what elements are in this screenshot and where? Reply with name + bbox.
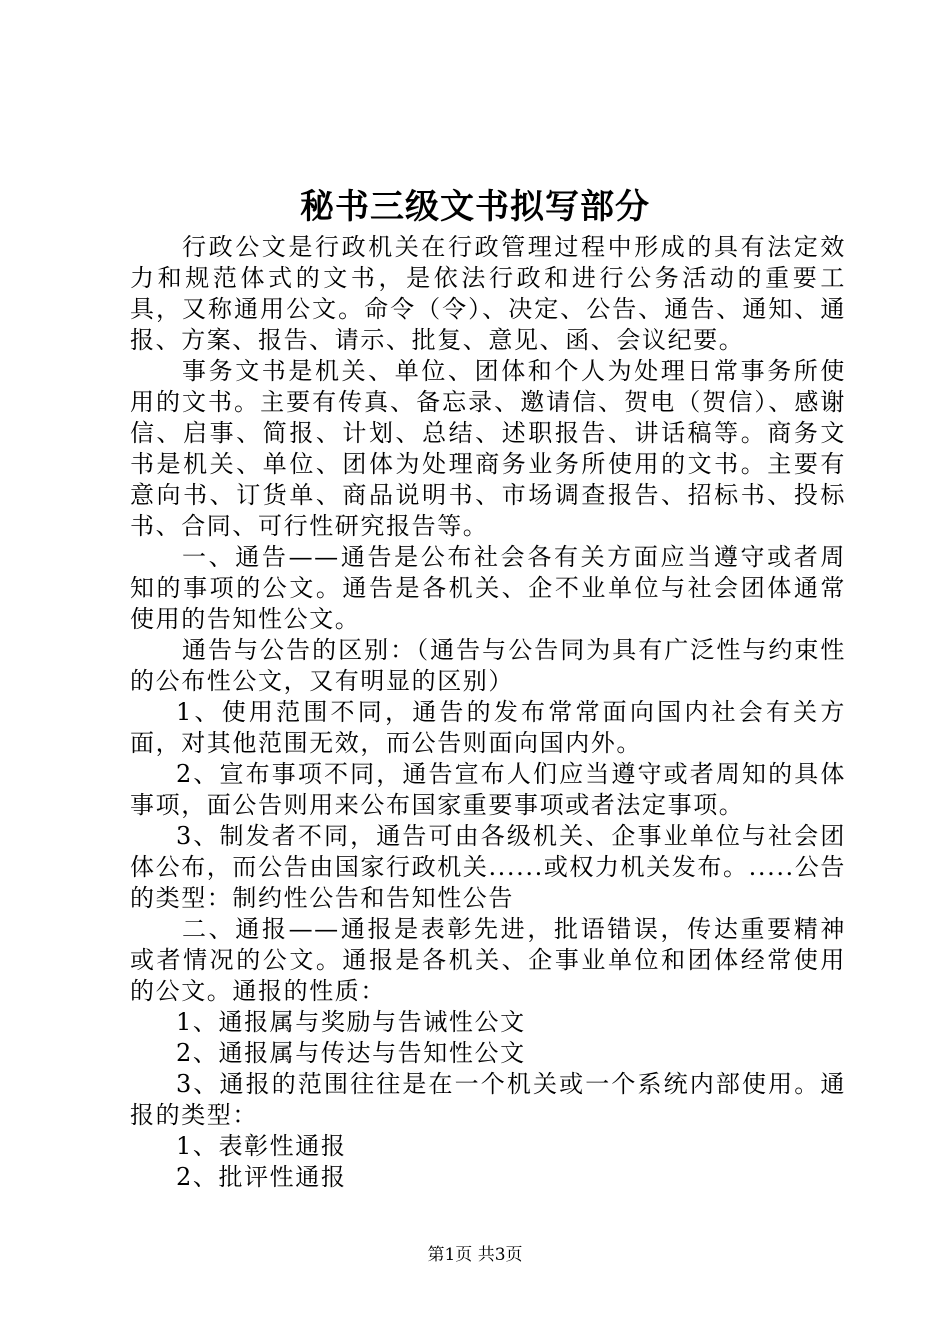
- paragraph-notice-announcement-difference: 通告与公告的区别：（通告与公告同为具有广泛性与约束性的公布性公文，又有明显的区别）: [130, 636, 846, 695]
- paragraph-bulletin-definition: 二、通报——通报是表彰先进，批语错误，传达重要精神或者情况的公文。通报是各机关、企事业单位和团体经常使用的公文。通报的性质：: [130, 915, 846, 1005]
- paragraph-affairs-documents: 事务文书是机关、单位、团体和个人为处理日常事务所使用的文书。主要有传真、备忘录、邀请信、贺电（贺信）、感谢信、启事、简报、计划、总结、述职报告、讲话稿等。商务文书是机关、单位、团体为处理商务业务所使用的文书。主要有意向书、订货单、商品说明书、市场调查报告、招标书、投标书、合同、可行性研究报告等。: [130, 357, 846, 540]
- paragraph-bulletin-nature-2: 2、通报属与传达与告知性公文: [176, 1039, 526, 1067]
- page-number-footer: 第1页 共3页: [427, 1245, 523, 1265]
- document-body: [130, 232, 846, 1193]
- paragraph-bulletin-type-2: 2、批评性通报: [176, 1163, 347, 1191]
- paragraph-bulletin-nature-1: 1、通报属与奖励与告诫性公文: [176, 1008, 526, 1036]
- document-title: 秘书三级文书拟写部分: [300, 187, 650, 227]
- paragraph-bulletin-type-1: 1、表彰性通报: [176, 1132, 347, 1160]
- paragraph-difference-3: 3、制发者不同，通告可由各级机关、企事业单位与社会团体公布，而公告由国家行政机关......或权力机关发布。.....公告的类型：制约性公告和告知性公告: [130, 822, 846, 912]
- paragraph-administrative-documents: 行政公文是行政机关在行政管理过程中形成的具有法定效力和规范体式的文书，是依法行政和进行公务活动的重要工具，又称通用公文。命令（令）、决定、公告、通告、通知、通报、方案、报告、请示、批复、意见、函、会议纪要。: [130, 233, 846, 354]
- paragraph-difference-1: 1、使用范围不同，通告的发布常常面向国内社会有关方面，对其他范围无效，而公告则面向国内外。: [130, 698, 846, 757]
- paragraph-notice-definition: 一、通告——通告是公布社会各有关方面应当遵守或者周知的事项的公文。通告是各机关、企不业单位与社会团体通常使用的告知性公文。: [130, 543, 846, 633]
- paragraph-bulletin-nature-3: 3、通报的范围往往是在一个机关或一个系统内部使用。通报的类型：: [130, 1070, 846, 1129]
- paragraph-difference-2: 2、宣布事项不同，通告宣布人们应当遵守或者周知的具体事项，面公告则用来公布国家重要事项或者法定事项。: [130, 760, 846, 819]
